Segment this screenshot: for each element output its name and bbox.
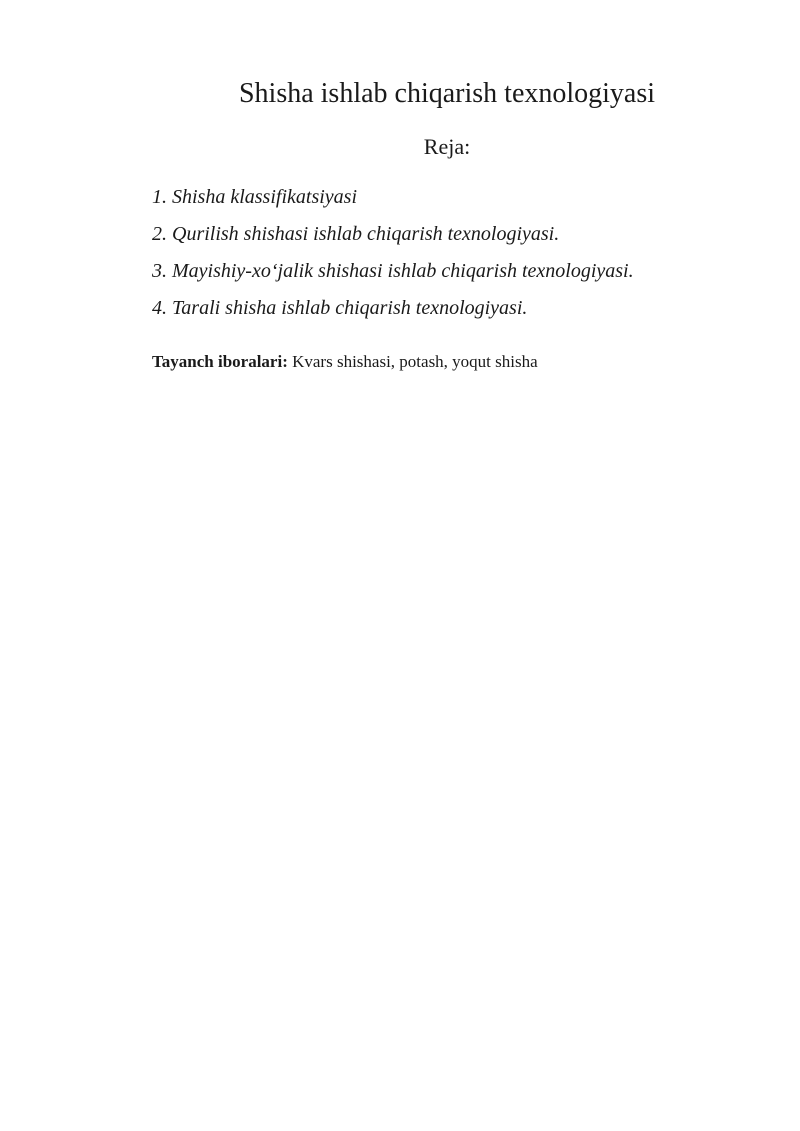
plan-item-2: 2. Qurilish shishasi ishlab chiqarish texnologiyasi.: [152, 223, 560, 245]
plan-item-3: 3. Mayishiy-xo‘jalik shishasi ishlab chiqarish texnologiyasi.: [152, 260, 634, 282]
plan-heading: Reja:: [423, 134, 471, 159]
plan-item-1: 1. Shisha klassifikatsiyasi: [152, 186, 357, 208]
plan-list: [152, 179, 752, 327]
keywords-text: Kvars shishasi, potash, yoqut shisha: [287, 352, 538, 371]
document-title: Shisha ishlab chiqarish texnologiyasi: [238, 78, 656, 109]
keywords-paragraph: [152, 349, 752, 375]
plan-item-4: 4. Tarali shisha ishlab chiqarish texnologiyasi.: [152, 297, 528, 319]
keywords-label: Tayanch iboralari:: [152, 352, 288, 371]
